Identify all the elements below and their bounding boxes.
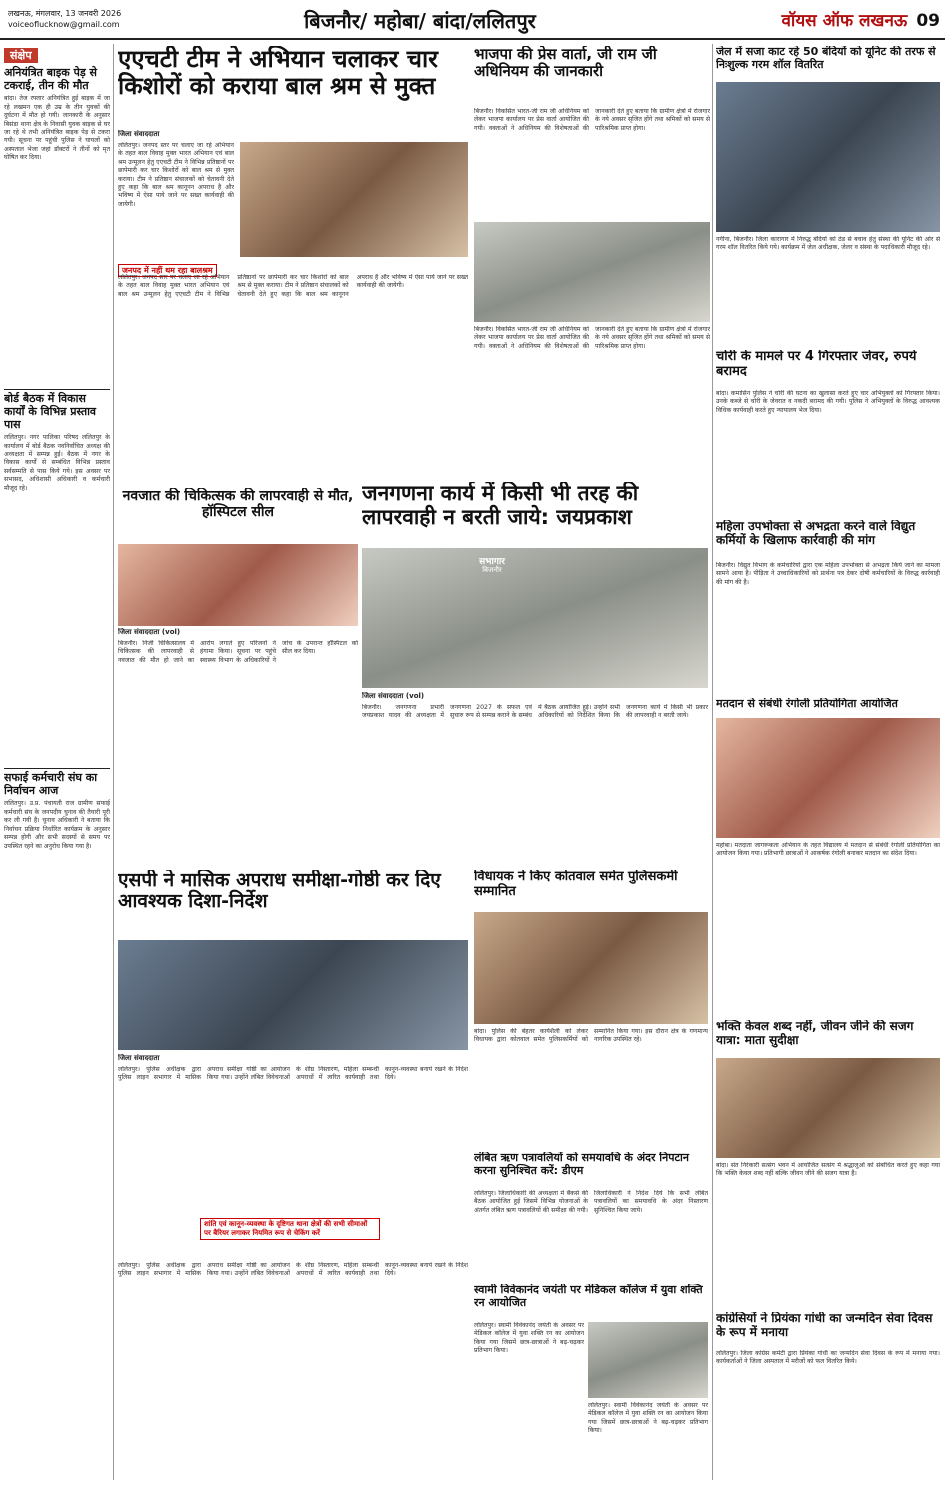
doctor-dateline: जिला संवाददाता (vol) [118,628,181,636]
sp-inset: शांति एवं कानून-व्यवस्था के दृष्टिगत थाना क्षेत्रों की सभी सीमाओं पर बैरियर लगाकर नियमित रूप से चेकिंग करें [200,1218,380,1240]
masthead-left [8,8,188,36]
doctor-photo [118,544,358,626]
sidebar-story2-body: ललितपुर। नगर पालिका परिषद ललितपुर के कार्यालय में बोर्ड बैठक नवनिर्वाचित अध्यक्ष की अध्यक्षता में सम्पन्न हुई। बैठक में नगर के विकास कार्यों से सम्बंधित विभिन्न प्रस्ताव सर्वसम्मति से पास किये गये। इस अवसर पर सभासद, अधिशासी अधिकारी व कर्मचारी मौजूद रहे। [4,434,110,492]
page-number: 09 [916,11,940,31]
vivekananda-headline: स्वामी विवेकानंद जयंती पर मेडिकल कॉलेज में युवा शक्ति रन आयोजित [474,1284,703,1309]
sidebar-story1-body: बांदा। तेज रफ्तार अनियंत्रित हुई बाइक में जा रहे लखमन एक ही उम्र के तीन युवकों की दुर्घटना में मौत हो गयी। जानकारी के अनुसार बिसंडा थाना क्षेत्र के निवासी युवक बाइक से घर जा रहे थे तभी अनियंत्रित बाइक पेड़ से टकरा गयी। सूचना पर पहुंची पुलिस ने घायलों को अस्पताल भेजा जहां डॉक्टरों ने तीनों को मृत घोषित कर दिया। [4,95,110,162]
child-labour-body-columns: ललितपुर। जनपद स्तर पर चलाए जा रहे अभियान के तहत बाल विवाह मुक्त भारत अभियान एवं बाल श्रम उन्मूलन हेतु एएचटी टीम ने विभिन्न प्रतिष्ठानों पर छापेमारी कर चार किशोरों को बाल श्रम से मुक्त कराया। टीम ने प्रतिष्ठान संचालकों को चेतावनी देते हुए कहा कि बाल श्रम कानूनन अपराध है और भविष्य में ऐसा पाये जाने पर सख्त कार्यवाही की जायेगी। [118,274,468,298]
doctor-headline: नवजात की चिकित्सक की लापरवाही से मौत, हॉस्पिटल सील [122,488,354,521]
vivekananda-photo [588,1322,708,1398]
child-labour-dateline: जिला संवाददाता [118,130,160,138]
masthead-section: बिजनौर/ महोबा/ बांदा/ललितपुर [304,9,536,33]
census-body: बिजनौर। जनगणना प्रभारी जयप्रकाश यादव की अध्यक्षता में जनगणना 2027 के सफल एवं सुचारु रूप से सम्पन्न कराने के सम्बंध में बैठक आयोजित हुई। उन्होंने सभी अधिकारियों को निर्देशित किया कि जनगणना कार्य में किसी भी प्रकार की लापरवाही न बरती जाये। [362,704,708,720]
bjp-photo [474,222,710,322]
census-headline: जनगणना कार्य में किसी भी तरह की लापरवाही न बरती जाये: जयप्रकाश [362,482,639,529]
census-banner-sub: बिजनौर [482,566,502,574]
sidebar-story2-title: बोर्ड बैठक में विकास कार्यों के विभिन्न प्रस्ताव पास [4,392,97,431]
bhakti-headline: भक्ति केवल शब्द नहीं, जीवन जीने की सजग यात्रा: माता सुदीक्षा [716,1020,914,1047]
bhakti-photo [716,1058,940,1158]
child-labour-inset: जनपद में नहीं थम रहा बालश्रम [118,264,217,277]
column-divider [113,44,114,1480]
sidebar-story3-title: सफाई कर्मचारी संघ का निर्वाचन आज [4,771,98,797]
sp-body: ललितपुर। पुलिस अधीक्षक द्वारा पुलिस लाइन सभागार में मासिक अपराध समीक्षा गोष्ठी का आयोजन किया गया। उन्होंने लंबित विवेचनाओं के शीघ्र निस्तारण, महिला सम्बन्धी अपराधों में त्वरित कार्यवाही तथा कानून-व्यवस्था बनाये रखने के निर्देश दिये। [118,1066,468,1082]
child-labour-headline: एएचटी टीम ने अभियान चलाकर चार किशोरों को कराया बाल श्रम से मुक्त [118,46,438,100]
child-labour-photo [240,142,468,257]
rangoli-headline: मतदान से संबंधी रंगोली प्रतियोगिता आयोजित [716,698,898,710]
bjp-body: बिजनौर। विकसित भारत-जी राम जी अधिनियम को लेकर भाजपा कार्यालय पर प्रेस वार्ता आयोजित की गयी। वक्ताओं ने अधिनियम की विशेषताओं की जानकारी देते हुए बताया कि ग्रामीण क्षेत्रों में रोजगार के नये अवसर सृजित होंगे तथा श्रमिकों को समय से पारिश्रमिक प्राप्त होगा। [474,108,710,132]
sp-photo [118,940,468,1050]
electric-body: बिजनौर। विद्युत विभाग के कर्मचारियों द्वारा एक महिला उपभोक्ता से अभद्रता किये जाने का मामला सामने आया है। पीड़िता ने उच्चाधिकारियों को प्रार्थना पत्र देकर दोषी कर्मचारियों के विरुद्ध कार्रवाही की मांग की है। [716,562,940,586]
theft-body: बांदा। कमासिन पुलिस ने चोरी की घटना का खुलासा करते हुए चार अभियुक्तों को गिरफ्तार किया। उनके कब्जे से चोरी के जेवरात व नकदी बरामद की गयी। पुलिस ने अभियुक्तों के विरुद्ध आवश्यक विधिक कार्यवाही करते हुए न्यायालय भेज दिया। [716,390,940,414]
masthead-brand: वॉयस ऑफ लखनऊ [781,11,908,31]
sp-inset-wrap [200,1218,380,1258]
vivekananda-body-cont: ललितपुर। स्वामी विवेकानंद जयंती के अवसर पर मेडिकल कॉलेज में युवा शक्ति रन का आयोजन किया गया जिसमें छात्र-छात्राओं ने बढ़-चढ़कर प्रतिभाग किया। [588,1402,708,1435]
sidebar-label: संक्षेप [4,48,38,63]
doctor-body: बिजनौर। निजी चिकित्सालय में चिकित्सक की लापरवाही से नवजात की मौत हो जाने का आरोप लगाते हुए परिजनों ने हंगामा किया। सूचना पर पहुंचे स्वास्थ्य विभाग के अधिकारियों ने जांच के उपरान्त हॉस्पिटल को सील कर दिया। [118,640,358,664]
rangoli-photo [716,718,940,838]
electric-headline: महिला उपभोक्ता से अभद्रता करने वाले विद्युत कर्मियों के खिलाफ कार्रवाही की मांग [716,520,916,547]
bhakti-body: बांदा। संत निरंकारी सत्संग भवन में आयोजित सत्संग में श्रद्धालुओं को संबोधित करते हुए कहा गया कि भक्ति केवल शब्द नहीं बल्कि जीवन जीने की सजग यात्रा है। [716,1162,940,1178]
congress-body: ललितपुर। जिला कांग्रेस कमेटी द्वारा प्रियंका गांधी का जन्मदिन सेवा दिवस के रूप में मनाया गया। कार्यकर्ताओं ने जिला अस्पताल में मरीजों को फल वितरित किये। [716,1350,940,1366]
masthead-email: voiceoflucknow@gmail.com [8,20,120,29]
jail-body: नगीना, बिजनौर। जिला कारागार में निरुद्ध बंदियों को ठंड से बचाव हेतु संस्था की यूनिट की ओर से गरम शॉल वितरित किये गये। कार्यक्रम में जेल अधीक्षक, जेलर व संस्था के पदाधिकारी मौजूद रहे। [716,236,940,252]
masthead-brand-block [700,8,940,36]
census-banner: सभागार [479,557,505,567]
census-photo [362,548,708,688]
census-dateline: जिला संवाददाता (vol) [362,692,425,700]
mla-photo [474,912,708,1024]
sp-headline: एसपी ने मासिक अपराध समीक्षा-गोष्ठी कर दिए आवश्यक दिशा-निर्देश [118,870,441,913]
vivekananda-body: ललितपुर। स्वामी विवेकानंद जयंती के अवसर पर मेडिकल कॉलेज में युवा शक्ति रन का आयोजन किया गया जिसमें छात्र-छात्राओं ने बढ़-चढ़कर प्रतिभाग किया। [474,1322,584,1355]
sp-dateline: जिला संवाददाता [118,1054,160,1062]
jail-photo [716,82,940,232]
masthead-rule [0,38,945,40]
sidebar-story1-title: अनियंत्रित बाइक पेड़ से टकराई, तीन की मौत [4,66,97,92]
loan-body: ललितपुर। जिलाधिकारी की अध्यक्षता में बैंकर्स की बैठक आयोजित हुई जिसमें विभिन्न योजनाओं के अंतर्गत लंबित ऋण पत्रावलियों की समीक्षा की गयी। जिलाधिकारी ने निर्देश दिये कि सभी लंबित पत्रावलियों का समयावधि के अंदर निस्तारण सुनिश्चित किया जाये। [474,1190,708,1214]
masthead-date: लखनऊ, मंगलवार, 13 जनवरी 2026 [8,9,122,18]
sidebar [4,44,110,1480]
bjp-headline: भाजपा की प्रेस वार्ता, जी राम जी अधिनियम की जानकारी [474,46,657,81]
sp-body-columns: ललितपुर। पुलिस अधीक्षक द्वारा पुलिस लाइन सभागार में मासिक अपराध समीक्षा गोष्ठी का आयोजन किया गया। उन्होंने लंबित विवेचनाओं के शीघ्र निस्तारण, महिला सम्बन्धी अपराधों में त्वरित कार्यवाही तथा कानून-व्यवस्था बनाये रखने के निर्देश दिये। [118,1262,468,1278]
mla-headline: विधायक ने किए कोतवाल समेत पुलिसकर्मी सम्मानित [474,870,678,899]
mla-body: बांदा। पुलिस की बेहतर कार्यशैली को लेकर विधायक द्वारा कोतवाल समेत पुलिसकर्मियों को सम्मानित किया गया। इस दौरान क्षेत्र के गणमान्य नागरिक उपस्थित रहे। [474,1028,708,1044]
rangoli-body: महोबा। मतदाता जागरूकता अभियान के तहत विद्यालय में मतदान से संबंधी रंगोली प्रतियोगिता का आयोजन किया गया। प्रतिभागी छात्राओं ने आकर्षक रंगोली बनाकर मतदान का संदेश दिया। [716,842,940,858]
loan-headline: लंबित ऋण पत्रावलियों को समयावधि के अंदर निपटान करना सुनिश्चित करें: डीएम [474,1152,689,1177]
column-divider-right [712,44,713,1480]
theft-headline: चोरी के मामले पर 4 गिरफ्तार जेवर, रुपये बरामद [716,350,917,379]
sidebar-story3-body: ललितपुर। उ.प्र. पंचायती राज ग्रामीण सफाई कर्मचारी संघ के जनपदीय चुनाव की तैयारी पूरी कर ली गयी है। चुनाव अधिकारी ने बताया कि निर्वाचन प्रक्रिया निर्धारित कार्यक्रम के अनुसार सम्पन्न होगी और सभी सदस्यों से समय पर उपस्थित रहने का अनुरोध किया गया है। [4,800,110,850]
bjp-body-columns: बिजनौर। विकसित भारत-जी राम जी अधिनियम को लेकर भाजपा कार्यालय पर प्रेस वार्ता आयोजित की गयी। वक्ताओं ने अधिनियम की विशेषताओं की जानकारी देते हुए बताया कि ग्रामीण क्षेत्रों में रोजगार के नये अवसर सृजित होंगे तथा श्रमिकों को समय से पारिश्रमिक प्राप्त होगा। [474,326,710,350]
jail-headline: जेल में सजा काट रहे 50 बंदियों को यूनिट की तरफ से निःशुल्क गरम शॉल वितरित [716,46,936,71]
congress-headline: कांग्रेसियों ने प्रियंका गांधी का जन्मदिन सेवा दिवस के रूप में मनाया [716,1312,933,1339]
child-labour-body: ललितपुर। जनपद स्तर पर चलाए जा रहे अभियान के तहत बाल विवाह मुक्त भारत अभियान एवं बाल श्रम उन्मूलन हेतु एएचटी टीम ने विभिन्न प्रतिष्ठानों पर छापेमारी कर चार किशोरों को बाल श्रम से मुक्त कराया। टीम ने प्रतिष्ठान संचालकों को चेतावनी देते हुए कहा कि बाल श्रम कानूनन अपराध है और भविष्य में ऐसा पाये जाने पर सख्त कार्यवाही की जायेगी। [118,142,234,208]
